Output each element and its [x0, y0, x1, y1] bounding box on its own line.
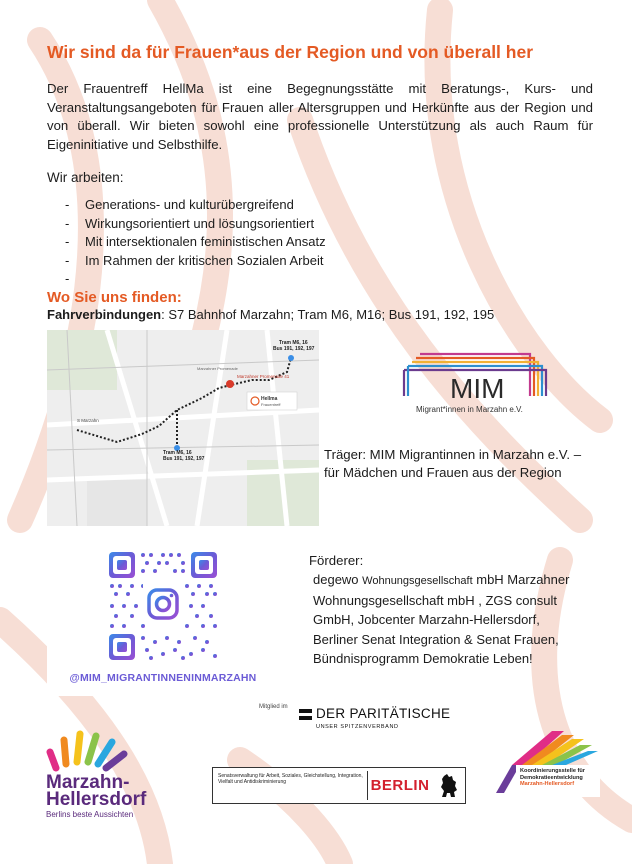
work-item: - Wirkungsorientiert und lösungsorientiert — [65, 215, 326, 234]
foerderer-text: degewo Wohnungsgesellschaft mbH Marzahner Wohnungsgesellschaft mbH , ZGS consult GmbH, Jobcenter Marzahn-Hellersdorf, Berliner Senat Integration & Senat Frauen, Bündnisprogramm Demokratie Leben! — [313, 572, 570, 666]
location-map[interactable] — [47, 330, 319, 526]
qr-caption: @MIM_MIGRANTINNENINMARZAHN — [69, 672, 257, 684]
destination-marker[interactable] — [226, 380, 234, 388]
mim-letters: MIM — [450, 373, 505, 404]
marzahn-hellersdorf-logo — [40, 728, 195, 828]
map-label-street: Marzahner Promenade — [197, 366, 238, 371]
paritaet-equals-icon — [299, 708, 312, 721]
berlin-bear-icon — [436, 772, 462, 799]
map-label-station: S Marzahn — [77, 418, 99, 423]
map-drawing — [47, 330, 319, 526]
foerderer-label: Förderer: — [309, 553, 364, 568]
dash-bullet: - — [65, 252, 70, 268]
map-label-tram-top: Tram M6, 16 — [279, 340, 308, 346]
mim-subtitle: Migrant*innen in Marzahn e.V. — [416, 405, 523, 414]
map-label-hellma: Hellma — [261, 396, 278, 402]
work-list — [65, 196, 326, 289]
mh-slogan: Berlins beste Aussichten — [46, 810, 134, 819]
map-label-frauentreff: Frauentreff — [261, 402, 281, 407]
page-heading: Wir sind da für Frauen*aus der Region und von überall her — [47, 42, 534, 62]
qr-code[interactable] — [107, 550, 219, 662]
work-item: - Im Rahmen der kritischen Sozialen Arbeit — [65, 252, 326, 271]
paritaetische-logo — [256, 700, 496, 744]
dash-bullet: - — [65, 271, 70, 286]
work-label: Wir arbeiten: — [47, 170, 124, 185]
senat-divider — [367, 771, 368, 800]
dash-bullet: - — [65, 234, 70, 249]
transport-text: : S7 Bahnhof Marzahn; Tram M6, M16; Bus 191, 192, 195 — [161, 307, 495, 322]
traeger-text: Träger: MIM Migrantinnen in Marzahn e.V. – für Mädchen und Frauen aus der Region — [324, 447, 582, 480]
find-us-heading: Wo Sie uns finden: — [47, 289, 182, 306]
work-item — [65, 270, 326, 289]
transport-info — [47, 307, 494, 322]
work-item: - Mit intersektionalen feministischen Ansatz — [65, 233, 326, 252]
mim-logo-frames — [402, 350, 552, 418]
map-label-bus-top: Bus 191, 192, 197 — [273, 346, 315, 352]
paritaet-subtitle: UNSER SPITZENVERBAND — [316, 724, 399, 730]
paritaet-mitglied: Mitglied im — [259, 704, 288, 710]
qr-block — [47, 538, 279, 696]
dash-bullet: - — [65, 215, 70, 231]
tram-stop-marker[interactable] — [288, 355, 294, 361]
senat-berlin-logo — [212, 767, 466, 804]
work-item: - Generations- und kulturübergreifend — [65, 196, 326, 215]
transport-label: Fahrverbindungen — [47, 307, 162, 322]
koord-text: Koordinierungsstelle für Demokratieentwicklung Marzahn-Hellersdorf — [520, 768, 585, 788]
dash-bullet: - — [65, 197, 70, 212]
paritaet-name: DER PARITÄTISCHE — [316, 706, 451, 721]
intro-paragraph: Der Frauentreff HellMa ist eine Begegnungsstätte mit Beratungs-, Kurs- und Veranstaltungsangeboten für Frauen aller Altersgruppen und Herkünfte aus der Region und von überall. Wir bieten sowohl eine professionelle Unterstützung als auch Raum für Eigeninitiative und Selbsthilfe. — [47, 81, 593, 152]
map-label-tram-bottom: Tram M6, 16 — [163, 450, 192, 456]
koordinierungsstelle-logo — [492, 731, 600, 805]
map-label-bus-bottom: Bus 191, 192, 197 — [163, 456, 205, 462]
mh-sunburst-icon — [44, 728, 134, 772]
senat-text: Senatsverwaltung für Arbeit, Soziales, Gleichstellung, Integration, Vielfalt und Antidiskriminierung — [218, 773, 363, 786]
map-label-destination: Marzahner Promenade 41 — [237, 374, 290, 379]
mim-logo — [402, 350, 552, 418]
mh-name: Marzahn- Hellersdorf — [46, 772, 147, 810]
berlin-wordmark: BERLIN — [370, 777, 430, 794]
